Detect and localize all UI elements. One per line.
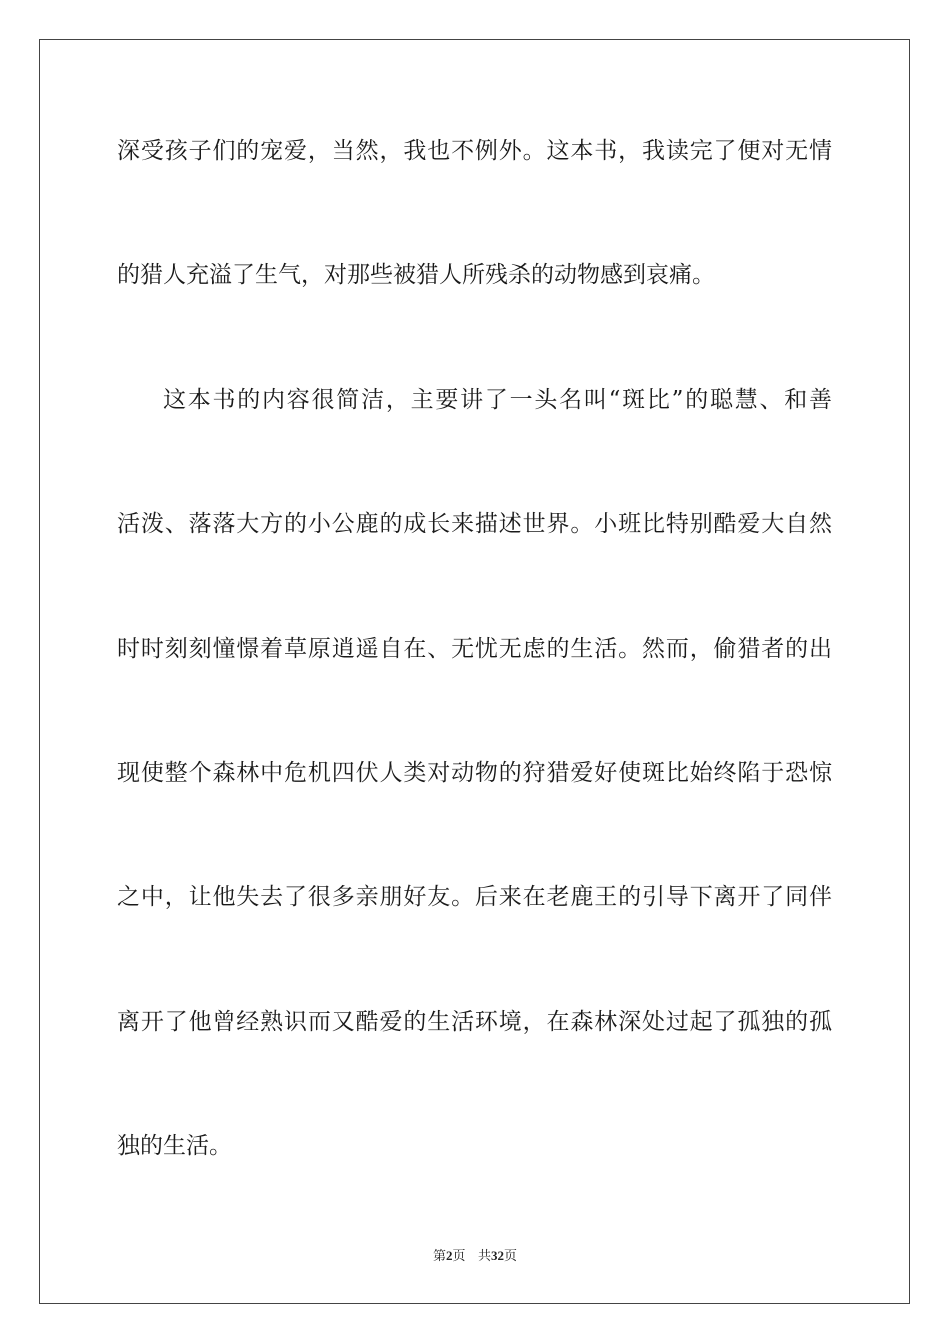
text-line-9: 独的生活。 xyxy=(117,1133,232,1159)
page-border xyxy=(39,39,910,1304)
text-line-2: 的猎人充溢了生气，对那些被猎人所残杀的动物感到哀痛。 xyxy=(117,262,715,288)
total-pages: 32 xyxy=(490,1248,504,1263)
text-line-3: 这本书的内容很简洁，主要讲了一头名叫“斑比”的聪慧、和善 xyxy=(163,387,832,413)
page-number: 2 xyxy=(446,1248,453,1263)
text-line-8: 离开了他曾经熟识而又酷爱的生活环境，在森林深处过起了孤独的孤 xyxy=(117,1009,832,1035)
text-line-1: 深受孩子们的宠爱，当然，我也不例外。这本书，我读完了便对无情 xyxy=(117,138,832,164)
page-footer xyxy=(0,1246,950,1267)
text-line-6: 现使整个森林中危机四伏人类对动物的狩猎爱好使斑比始终陷于恐惊 xyxy=(117,760,832,786)
text-line-4: 活泼、落落大方的小公鹿的成长来描述世界。小班比特别酷爱大自然 xyxy=(117,511,832,537)
total-prefix: 共 xyxy=(477,1249,491,1264)
page-prefix: 第 xyxy=(433,1249,447,1264)
text-line-5: 时时刻刻憧憬着草原逍遥自在、无忧无虑的生活。然而，偷猎者的出 xyxy=(117,636,832,662)
page-suffix: 页 xyxy=(452,1249,466,1264)
text-line-7: 之中，让他失去了很多亲朋好友。后来在老鹿王的引导下离开了同伴 xyxy=(117,884,832,910)
total-suffix: 页 xyxy=(503,1249,517,1264)
